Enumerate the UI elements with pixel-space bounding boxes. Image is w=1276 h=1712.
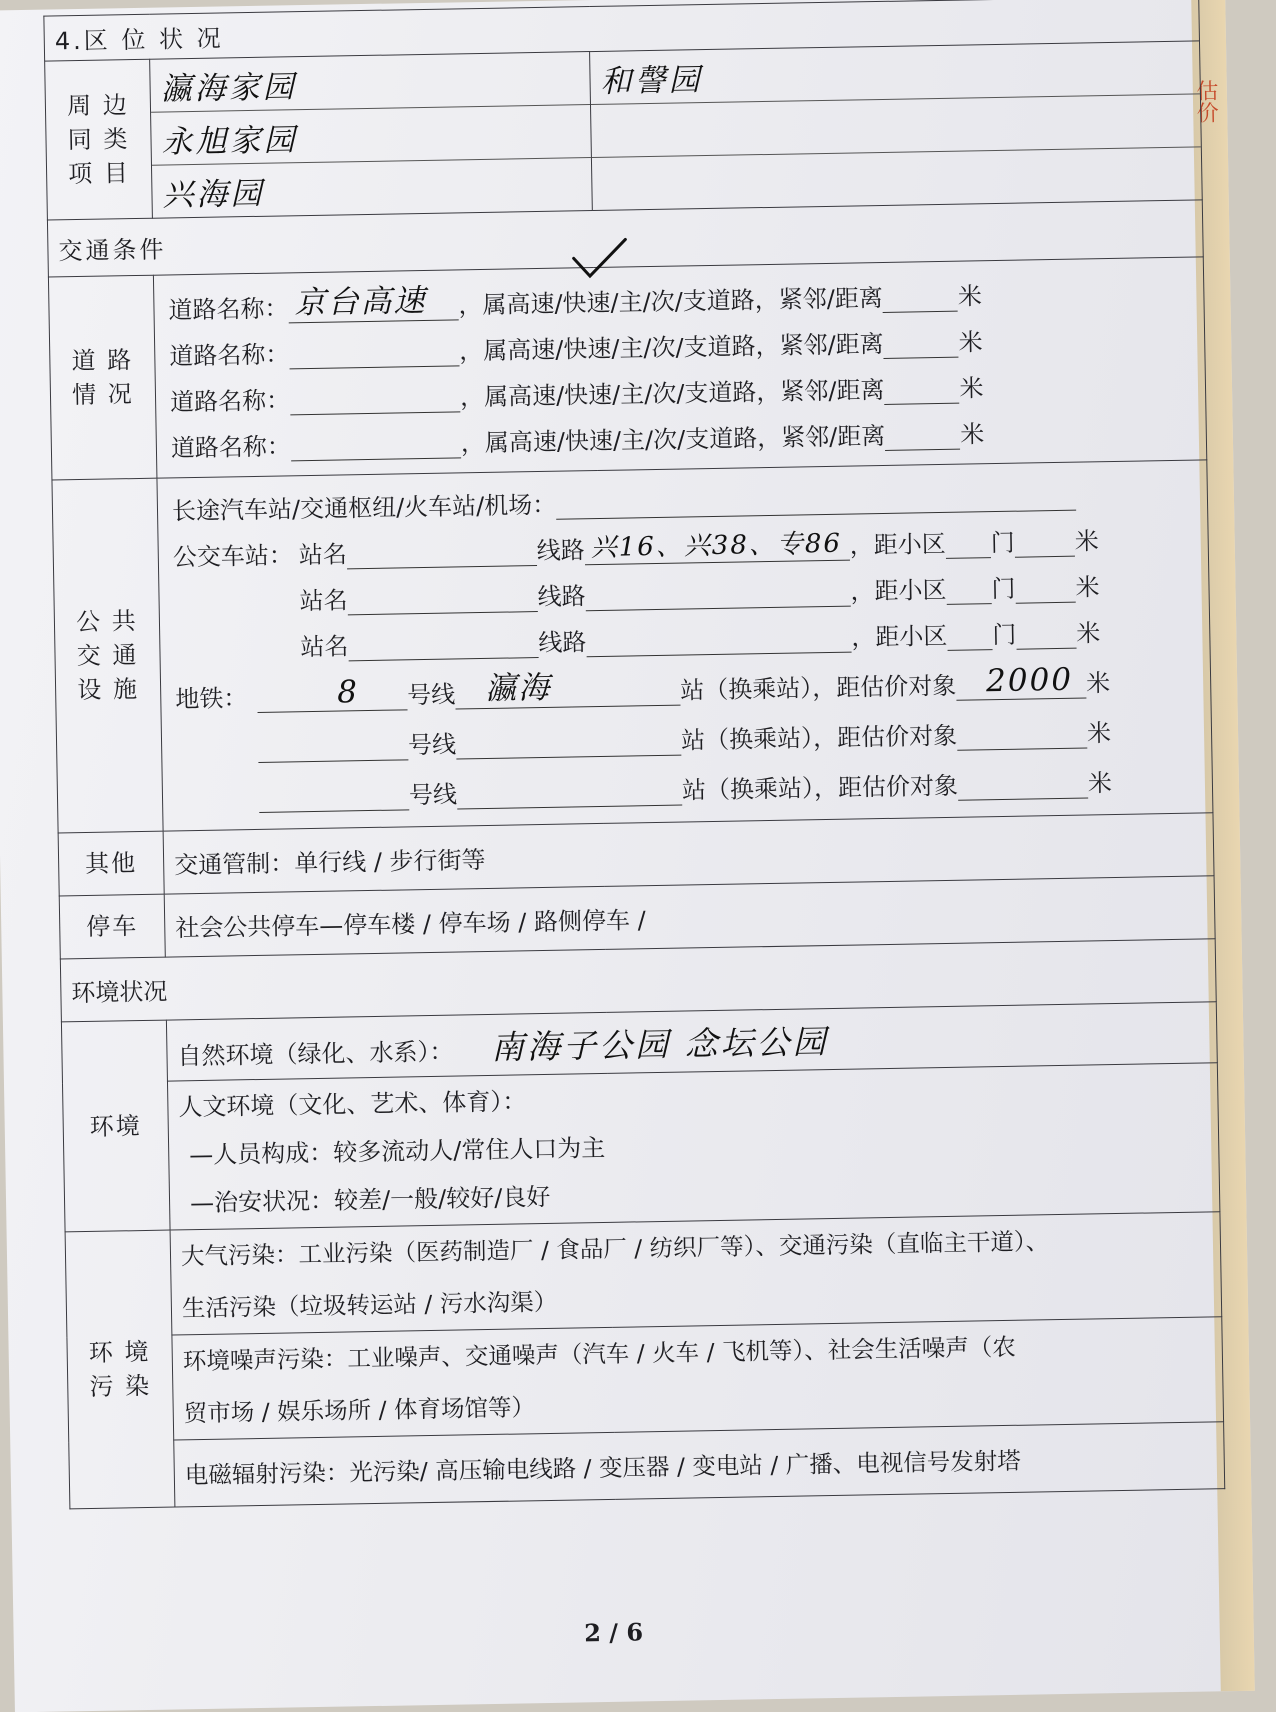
bus-label: 公交车站： [172,541,294,572]
bus-gate-1 [945,529,990,559]
bus-gate-label-2: 门 [991,574,1016,604]
security-text: —治安状况：较差/一般/较好/良好 [189,1182,551,1218]
hub-label: 长途汽车站/交通枢纽/火车站/机场： [171,490,557,526]
road-type-3: ，属高速/快速/主/次/支道路，紧邻/距离 [459,375,885,412]
road-unit-1: 米 [957,282,983,311]
bus-distance-2 [1015,574,1075,604]
bus-distance-3 [1016,620,1076,650]
air-pollution-line-1: 大气污染：工业污染（医药制造厂 / 食品厂 / 纺织厂等）、交通污染（直临主干道）、 [180,1227,1050,1271]
bus-gate-3 [947,621,992,651]
project-2: 永旭家园 [161,121,298,161]
bus-station-3 [348,629,538,661]
project-line-3 [152,158,592,218]
subway-station-2 [456,727,681,760]
natural-env-value: 南海子公园 念坛公园 [490,1021,829,1067]
road-name-4 [291,429,461,461]
project-line-1 [150,52,590,113]
bus-route-1 [585,528,850,566]
subway-distance-3 [958,769,1088,800]
folder-edge-text: 估价 [1192,79,1219,124]
subway-unit-3: 米 [1087,769,1113,798]
noise-pollution-line-1: 环境噪声污染：工业噪声、交通噪声（汽车 / 火车 / 飞机等）、社会生活噪声（农 [182,1332,1016,1376]
road-name-label-2: 道路名称： [169,340,290,371]
project-3: 兴海园 [162,175,265,214]
subway-row-3-indent [177,813,259,814]
subway-line-label-1: 号线 [407,680,456,710]
subway-line-label-3: 号线 [408,780,458,810]
road-name-1 [288,282,458,323]
section-title: 4.区 位 状 况 [44,0,1200,61]
bus-distance-label-1: ，距小区 [849,529,946,560]
bus-unit-2: 米 [1075,573,1100,602]
roads-label [48,275,157,480]
surrounding-projects-left [150,52,593,219]
env-header: 环境状况 [60,939,1216,1022]
cultural-env-label: 人文环境（文化、艺术、体育）： [178,1087,527,1122]
road-name-1-value: 京台高速 [294,282,427,322]
bus-route-label-3: 线路 [538,628,587,658]
road-name-label-4: 道路名称： [170,432,292,463]
subway-suffix-3: 站（换乘站），距估价对象 [681,771,959,805]
subway-line-label-2: 号线 [407,730,457,760]
road-name-3 [290,383,460,415]
bus-gate-label-1: 门 [990,528,1015,558]
road-distance-4 [885,421,960,451]
subway-station-1-value: 瀛海 [484,669,552,707]
project-line-2 [151,105,591,166]
road-name-label-3: 道路名称： [169,386,291,417]
road-type-1: ，属高速/快速/主/次/支道路，紧邻/距离 [458,283,884,320]
subway-station-3 [457,777,682,810]
bus-station-label-1: 站名 [298,540,348,570]
bus-gate-label-3: 门 [992,620,1017,650]
public-transport-cell [157,460,1213,831]
road-type-4: ，属高速/快速/主/次/支道路，紧邻/距离 [460,421,886,458]
natural-env-label: 自然环境（绿化、水系）： [177,1037,454,1070]
road-type-2: ，属高速/快速/主/次/支道路，紧邻/距离 [459,329,884,366]
bus-station-1 [347,537,537,569]
pollution-label [65,1230,175,1509]
surrounding-label-text: 周 边 同 类 项 目 [66,91,131,189]
bus-gate-2 [946,575,991,605]
road-distance-1 [883,283,958,313]
road-name-label-1: 道路名称： [168,294,289,325]
subway-suffix-1: 站（换乘站），距估价对象 [679,671,957,705]
subway-line-2 [258,731,408,763]
road-unit-4: 米 [959,420,985,449]
em-pollution-cell: 电磁辐射污染：光污染/ 高压输电线路 / 变压器 / 变电站 / 广播、电视信号发射塔 [174,1422,1225,1507]
bus-distance-1 [1014,528,1074,558]
bus-unit-3: 米 [1076,619,1101,648]
air-pollution-cell [170,1212,1222,1335]
subway-distance-2 [957,719,1087,750]
road-unit-2: 米 [958,328,983,357]
bus-station-label-3: 站名 [300,632,349,662]
other-text: 交通管制：单行线 / 步行街等 [163,813,1214,894]
pollution-label-text: 环 境 污 染 [88,1337,152,1401]
roads-cell [153,257,1206,478]
road-distance-2 [883,329,958,359]
surrounding-projects-right [590,41,1203,211]
surrounding-label [45,59,153,220]
parking-text: 社会公共停车—停车楼 / 停车场 / 路侧停车 / [164,876,1215,957]
bus-distance-label-2: ，距小区 [850,575,947,606]
subway-unit-2: 米 [1086,719,1112,748]
location-form-table [43,0,1225,1509]
subway-line-1-value: 8 [336,674,360,711]
air-pollution-line-2: 生活污染（垃圾转运站 / 污水沟渠） [181,1287,558,1323]
public-transport-label [52,478,163,833]
bus-station-2 [347,583,537,615]
subway-distance-1-value: 2000 [985,661,1074,700]
noise-pollution-line-2: 贸市场 / 娱乐场所 / 体育场馆等） [183,1393,536,1428]
subway-distance-1 [956,661,1086,700]
roads-label-text: 道 路 情 况 [71,346,135,410]
cultural-env-cell [167,1063,1219,1230]
subway-label: 地铁： [175,684,248,714]
road-name-2 [289,337,459,369]
bus-route-label-1: 线路 [536,536,586,566]
bus-route-2 [585,578,850,612]
road-unit-3: 米 [959,374,984,403]
project-right-1: 和謦园 [600,61,703,100]
bus-distance-label-3: ，距小区 [851,621,948,652]
bus-route-label-2: 线路 [537,582,586,612]
project-1: 瀛海家园 [160,68,297,108]
subway-line-1 [257,674,407,713]
subway-unit-1: 米 [1085,669,1111,698]
page-number: 2 / 6 [583,1617,644,1648]
parking-label: 停车 [59,894,165,959]
bus-station-label-2: 站名 [299,586,348,616]
subway-line-3 [259,781,409,813]
other-label: 其他 [58,831,164,896]
checkmark-icon [569,235,630,284]
bus-route-1-value: 兴16、兴38、专86 [590,528,843,564]
road-distance-3 [884,375,959,405]
bus-unit-1: 米 [1074,527,1099,556]
subway-station-1 [455,669,680,710]
environment-label: 环境 [61,1020,170,1232]
bus-route-3 [586,624,851,658]
population-text: —人员构成：较多流动人/常住人口为主 [189,1133,606,1170]
public-transport-label-text: 公 共 交 通 设 施 [75,607,140,705]
subway-suffix-2: 站（换乘站），距估价对象 [680,721,958,755]
traffic-header: 交通条件 [47,200,1203,277]
noise-pollution-cell [172,1317,1224,1440]
